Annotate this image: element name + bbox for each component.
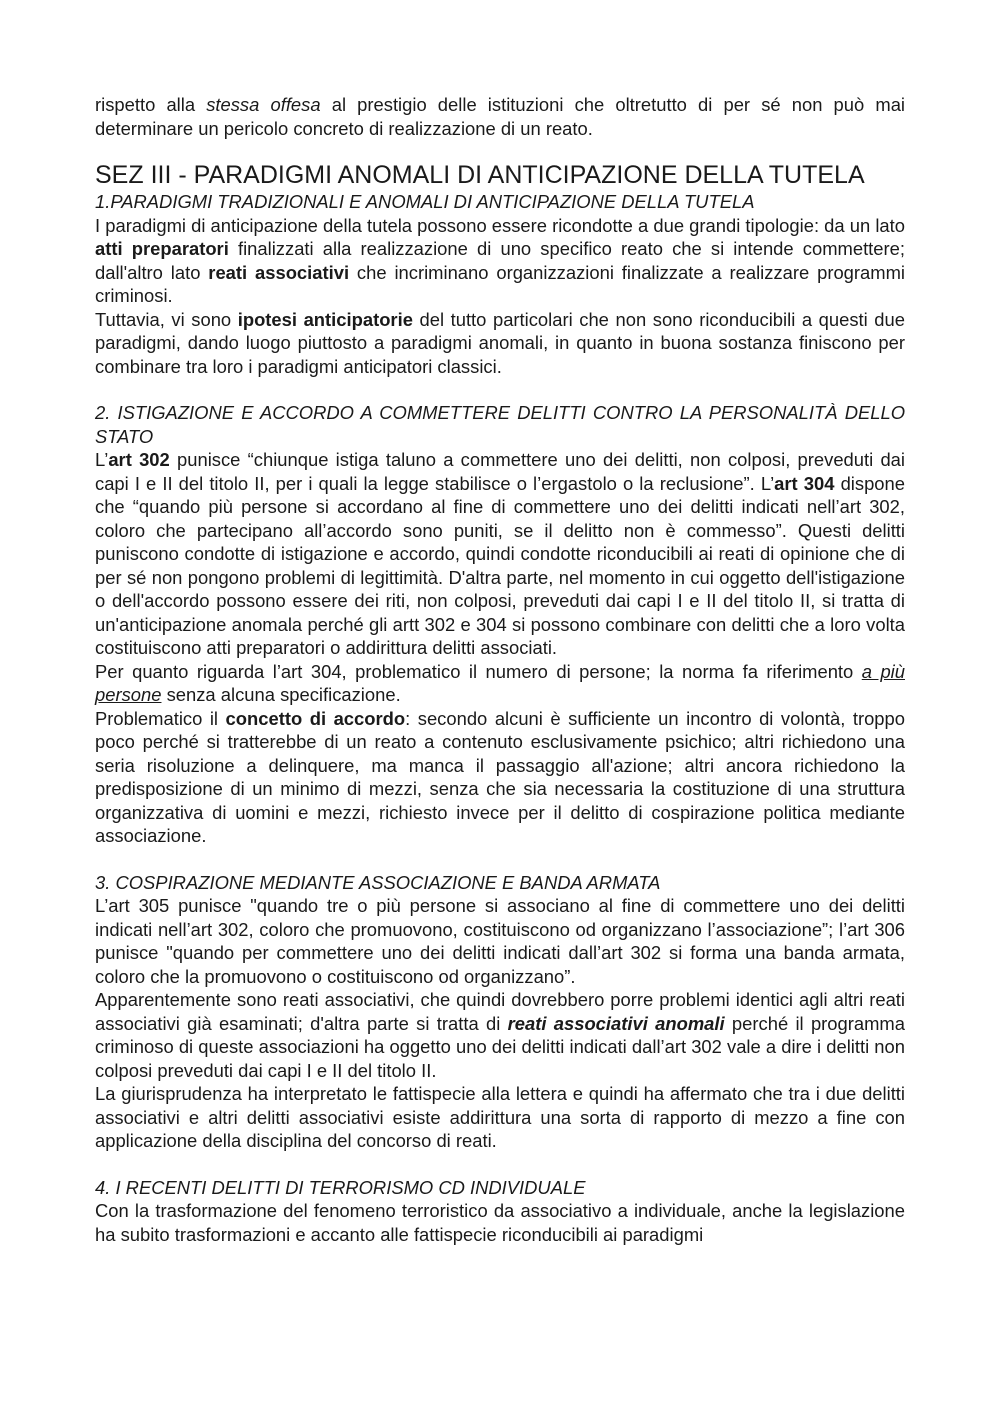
- paragraph-s3-3: La giurisprudenza ha interpretato le fattispecie alla lettera e quindi ha affermato che tra i due delitti associativi e altri delitti associativi esiste addirittura una sorta di rapporto di mezzo a fine con applicazione della disciplina del concorso di reati.: [95, 1083, 905, 1151]
- text-run: Per quanto riguarda l’art 304, problematico il numero di persone; la norma fa riferimento: [95, 660, 862, 682]
- paragraph-s2-3: [95, 707, 905, 848]
- paragraph-s3-2: [95, 988, 905, 1082]
- paragraph-s3-1: L’art 305 punisce "quando tre o più persone si associano al fine di commettere uno dei delitti indicati nell’art 302, coloro che promuovono, costituiscono od organizzano l’associazione”; l’art 306 punisce "quando per commettere uno dei delitti indicati dall’art 302 si forma una banda armata, coloro che la promuovono o costituiscono od organizzano”.: [95, 895, 905, 987]
- text-run: che incriminano organizzazioni finalizzate a realizzare programmi criminosi.: [95, 261, 905, 306]
- bold-text: ipotesi anticipatorie: [237, 308, 413, 330]
- text-run: Problematico il: [95, 707, 226, 729]
- italic-text: stessa offesa: [206, 94, 321, 115]
- section-title: SEZ III - PARADIGMI ANOMALI DI ANTICIPAZIONE DELLA TUTELA: [95, 161, 865, 189]
- bold-text: concetto di accordo: [225, 707, 406, 729]
- paragraph-s4-1: Con la trasformazione del fenomeno terroristico da associativo a individuale, anche la legislazione ha subito trasformazioni e accanto alle fattispecie riconducibili ai paradigmi: [95, 1200, 905, 1245]
- paragraph-s1-1: [95, 214, 905, 308]
- bold-text: art 302: [108, 449, 170, 470]
- bold-text: reati associativi: [208, 261, 350, 283]
- text-run: rispetto alla: [95, 94, 207, 115]
- text-run: al prestigio delle istituzioni che oltretutto di per sé non può mai determinare un pericolo concreto di realizzazione di un reato.: [95, 94, 906, 139]
- subsection-heading-3: 3. COSPIRAZIONE MEDIANTE ASSOCIAZIONE E BANDA ARMATA: [95, 871, 661, 893]
- text-run: : secondo alcuni è sufficiente un incontro di volontà, troppo poco perché si tratterebbe di un reato a contenuto esclusivamente psichico; altri richiedono una seria risoluzione a delinquere, ma manca il passaggio all'azione; altri ancora richiedono la predisposizione di un minimo di mezzi, senza che sia necessaria la costituzione di una struttura organizzativa di uomini e mezzi, richiesto invece per il delitto di cospirazione politica mediante associazione.: [95, 707, 905, 846]
- subsection-heading-1: 1.PARADIGMI TRADIZIONALI E ANOMALI DI ANTICIPAZIONE DELLA TUTELA: [95, 191, 755, 212]
- paragraph-s2-1: [95, 448, 905, 660]
- text-run: finalizzati alla realizzazione di uno specifico reato che si intende commettere; dall'altro lato: [95, 238, 905, 283]
- paragraph-s1-2: [95, 308, 905, 379]
- paragraph-s2-2: [95, 660, 905, 707]
- text-run: perché il programma criminoso di queste associazioni ha oggetto uno dei delitti indicati dall’art 302 vale a dire i delitti non colposi preveduti dai capi I e II del titolo II.: [95, 1012, 905, 1081]
- bold-text: art 304: [774, 472, 835, 494]
- text-run: punisce “chiunque istiga taluno a commettere uno dei delitti, non colposi, preveduti dai capi I e II del titolo II, per i quali la legge stabilisce o l’ergastolo o la reclusione”. L’: [95, 449, 905, 494]
- bold-italic-text: reati associativi anomali: [507, 1012, 725, 1034]
- subsection-heading-2: 2. ISTIGAZIONE E ACCORDO A COMMETTERE DELITTI CONTRO LA PERSONALITÀ DELLO STATO: [95, 402, 905, 447]
- underlined-italic-text: a più persone: [95, 660, 905, 705]
- subsection-heading-4: 4. I RECENTI DELITTI DI TERRORISMO CD INDIVIDUALE: [95, 1176, 586, 1198]
- text-run: del tutto particolari che non sono riconducibili a questi due paradigmi, dando luogo piuttosto a paradigmi anomali, in quanto in buona sostanza finiscono per combinare tra loro i paradigmi anticipatori classici.: [95, 308, 905, 377]
- bold-text: atti preparatori: [95, 238, 229, 259]
- text-run: senza alcuna specificazione.: [161, 684, 401, 705]
- text-run: Apparentemente sono reati associativi, che quindi dovrebbero porre problemi identici agli altri reati associativi già esaminati; d'altra parte si tratta di: [95, 989, 905, 1034]
- text-run: I paradigmi di anticipazione della tutela possono essere ricondotte a due grandi tipologie: da un lato: [95, 214, 905, 236]
- paragraph-intro: [95, 93, 905, 140]
- text-run: dispone che “quando più persone si accordano al fine di commettere uno dei delitti indicati nell’art 302, coloro che partecipano all’accordo sono puniti, se il delitto non è commesso”. Questi delitti puniscono condotte di istigazione e accordo, quindi condotte riconducibili ai reati di opinione che di per sé non pongono problemi di legittimità. D'altra parte, nel momento in cui oggetto dell'istigazione o dell'accordo possono essere dei riti, non colposi, preveduti dai capi I e II del titolo II, si tratta di un'anticipazione anomala perché gli artt 302 e 304 si possono combinare con delitti che a loro volta costituiscono atti preparatori o addirittura delitti associati.: [95, 472, 905, 658]
- text-run: Tuttavia, vi sono: [95, 308, 238, 330]
- text-run: L’: [95, 449, 109, 470]
